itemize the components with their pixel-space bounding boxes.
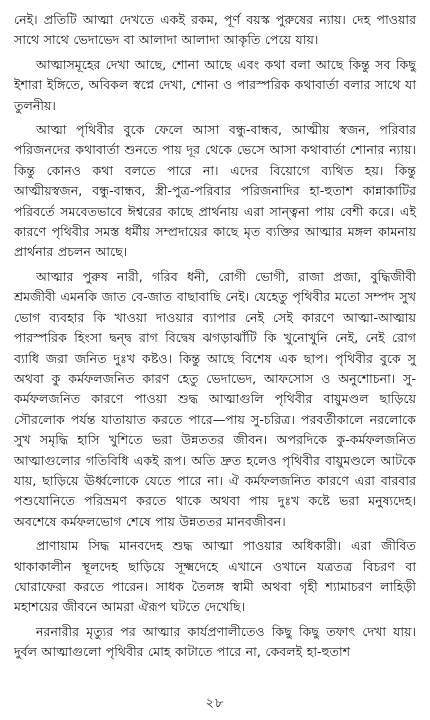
paragraph-souls-communication: আত্মাসমূহের দেখা আছে, শোনা আছে এবং কথা বলা আছে কিন্তু সব কিছু ইশারা ইঙ্গিতে, অবিকল স্বপ্নে দেখা, শোনা ও পারস্পরিক কথাবার্তা বলার সাথে যা তুলনীয়। bbox=[14, 56, 416, 113]
paragraph-continuation: নেই। প্রতিটি আত্মা দেখতে একই রকম, পূর্ণ বয়স্ক পুরুষের ন্যায়। দেহ পাওয়ার সাথে সাথে ভেদাভেদ বা আলাদা আলাদা আকৃতি পেয়ে যায়। bbox=[14, 12, 416, 48]
paragraph-pranayama: প্রাণায়াম সিদ্ধ মানবদেহ শুদ্ধ আত্মা পাওয়ার অধিকারী। এরা জীবিত থাকাকালীন স্থূলদেহ ছাড়িয়ে সূক্ষ্মদেহে এখানে ওখানে যত্রতত্র বিচরণ বা ঘোরাফেরা করতে পারেন। সাধক তৈলঙ্গ স্বামী অথবা গৃহী শ্যামাচরণ লাহিড়ী মহাশয়ের জীবনে আমরা ঐরূপ ঘটতে দেখেছি। bbox=[14, 538, 416, 615]
paragraph-after-death: নরনারীর মৃত্যুর পর আত্মার কার্যপ্রণালীতেও কিছু কিছু তফাৎ দেখা যায়। দুর্বল আত্মাগুলো পৃথিবীর মোহ কাটাতে পারে না, কেবলই হা-হুতাশ bbox=[14, 623, 416, 660]
paragraph-souls-karma: আত্মার পুরুষ নারী, গরিব ধনী, রোগী ভোগী, রাজা প্রজা, বুদ্ধিজীবী শ্রমজীবী এমনকি জাত বে-জাত বাছাবাছি নেই। যেহেতু পৃথিবীর মতো সম্পদ সুখ ভোগ ব্যবহার কি খাওয়া দাওয়ার ব্যাপার নেই সেই কারণে আত্মা-আত্মায় পারস্পরিক হিংসা দ্বন্দ্ব রাগ বিদ্বেষ ঝগড়াঝাঁটি কি খুনোখুনি নেই, নেই রোগ ব্যাধি জরা জনিত দুঃখ কষ্টও। কিন্তু আছে বিশেষ এক ছাপ। পৃথিবীর বুকে সু অথবা কু কর্মফলজনিত কারণ হেতু ভেদাভেদ, আফসোস ও অনুশোচনা। সু-কর্মফলজনিত কারণে পাওয়া শুদ্ধ আত্মাগুলি পৃথিবীর বায়ুমণ্ডল ছাড়িয়ে সৌরলোক পর্যন্ত যাতায়াত করতে পারে—পায় সু-চরিত্র। পরবর্তীকালে নরলোকে সুখ সমৃদ্ধি হাসি খুশিতে ভরা উন্নততর জীবন। অপরদিকে কু-কর্মফলজনিত আত্মাগুলোর গতিবিধি একই রূপ। অতি দ্রুত হলেও পৃথিবীর বায়ুমণ্ডলে আটকে যায়, ছাড়িয়ে ঊর্ধ্বলোকে যেতে পারে না। ঐ কর্মফলজনিত কারণে এরা বারবার পশুযোনিতে পরিভ্রমণ করতে থাকে অথবা পায় দুঃখ কষ্টে ভরা মনুষ্যদেহ। অবশেষে কর্মফলভোগ শেষে পায় উন্নততর মানবজীবন। bbox=[14, 268, 416, 529]
paragraph-souls-hearing-relatives: আত্মা পৃথিবীর বুকে ফেলে আসা বন্ধু-বান্ধব, আত্মীয় স্বজন, পরিবার পরিজনদের কথাবার্তা শুনতে পায় দূর থেকে ভেসে আসা কথাবার্তা শোনার ন্যায়। কিন্তু কোনও কথা বলতে পারে না। এদের বিয়োগে ব্যথিত হয়। কিন্তু আত্মীয়স্বজন, বন্ধু-বান্ধব, স্ত্রী-পুত্র-পরিবার পরিজনাদির হা-হুতাশ কান্নাকাটির পরিবর্তে সমবেতভাবে ঈশ্বরের কাছে প্রার্থনায় এরা সান্ত্বনা পায় বেশী করে। এই কারণে পৃথিবীর সমস্ত ধর্মীয় সম্প্রদায়ের কাছে মৃত ব্যক্তির আত্মার মঙ্গল কামনায় প্রার্থনার প্রচলন আছে। bbox=[14, 122, 416, 260]
page-body bbox=[14, 10, 416, 667]
page-number: ২৮ bbox=[205, 696, 225, 711]
